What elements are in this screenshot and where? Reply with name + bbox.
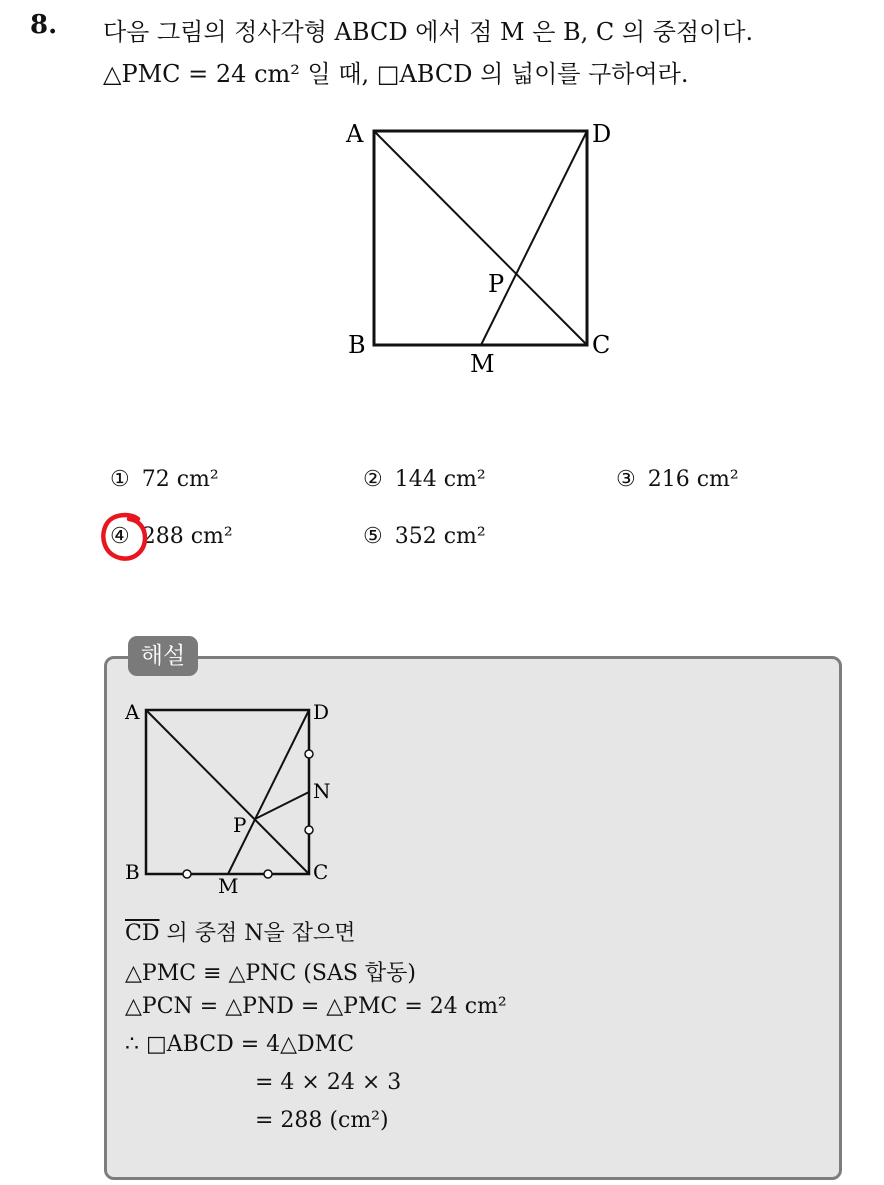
question-text-line1: 다음 그림의 정사각형 ABCD 에서 점 M 은 B, C 의 중점이다. xyxy=(103,18,754,46)
question-text-line2: △PMC = 24 cm² 일 때, □ABCD 의 넓이를 구하여라. xyxy=(103,60,689,88)
sol-label-p: P xyxy=(233,813,247,837)
solution-line-2: △PMC ≡ △PNC (SAS 합동) xyxy=(125,961,416,986)
label-p: P xyxy=(488,270,505,298)
tick-mark-icon xyxy=(305,750,313,758)
sol-label-d: D xyxy=(313,700,330,724)
choice-3-text: 216 cm² xyxy=(647,467,739,492)
answer-circle-icon xyxy=(98,510,154,566)
sol-label-b: B xyxy=(125,860,140,884)
diagonal-ac xyxy=(374,131,587,345)
label-m: M xyxy=(470,350,495,378)
solution-line-5: = 4 × 24 × 3 xyxy=(255,1070,402,1095)
solution-line-3: △PCN = △PND = △PMC = 24 cm² xyxy=(125,994,507,1019)
solution-line-1-rest: 의 중점 N을 잡으면 xyxy=(166,921,356,946)
sol-label-n: N xyxy=(313,779,331,803)
label-c: C xyxy=(592,331,611,359)
question-number: 8. xyxy=(30,10,58,40)
segment-cd: $\overline{CD}$ xyxy=(125,921,160,946)
solution-line-1 xyxy=(125,916,355,947)
sol-segment-pn xyxy=(255,792,309,819)
sol-diagonal-ac xyxy=(146,710,309,874)
label-a: A xyxy=(346,120,364,148)
sol-label-a: A xyxy=(125,700,140,724)
choice-2-mark: ② xyxy=(363,467,383,492)
sol-segment-dm xyxy=(228,710,309,874)
choice-3[interactable] xyxy=(616,467,739,492)
label-b: B xyxy=(348,331,366,359)
choice-5-mark: ⑤ xyxy=(363,524,383,549)
solution-line-6: = 288 (cm²) xyxy=(255,1108,389,1133)
tick-mark-icon xyxy=(305,826,313,834)
choice-1-text: 72 cm² xyxy=(141,467,219,492)
choice-3-mark: ③ xyxy=(616,467,636,492)
choice-4-mark: ④ xyxy=(110,524,130,549)
choice-5[interactable] xyxy=(363,524,486,549)
tick-mark-icon xyxy=(264,870,272,878)
label-d: D xyxy=(592,120,612,148)
choice-1[interactable] xyxy=(110,467,219,492)
segment-dm xyxy=(481,131,587,345)
solution-line-4: ∴ □ABCD = 4△DMC xyxy=(125,1032,355,1057)
sol-label-c: C xyxy=(313,860,329,884)
square-figure xyxy=(330,110,630,390)
choice-4-text: 288 cm² xyxy=(141,524,233,549)
sol-label-m: M xyxy=(218,874,239,898)
choice-2-text: 144 cm² xyxy=(394,467,486,492)
solution-figure xyxy=(118,690,348,905)
choice-2[interactable] xyxy=(363,467,486,492)
solution-tab: 해설 xyxy=(128,636,198,676)
tick-mark-icon xyxy=(183,870,191,878)
choice-1-mark: ① xyxy=(110,467,130,492)
choice-5-text: 352 cm² xyxy=(394,524,486,549)
